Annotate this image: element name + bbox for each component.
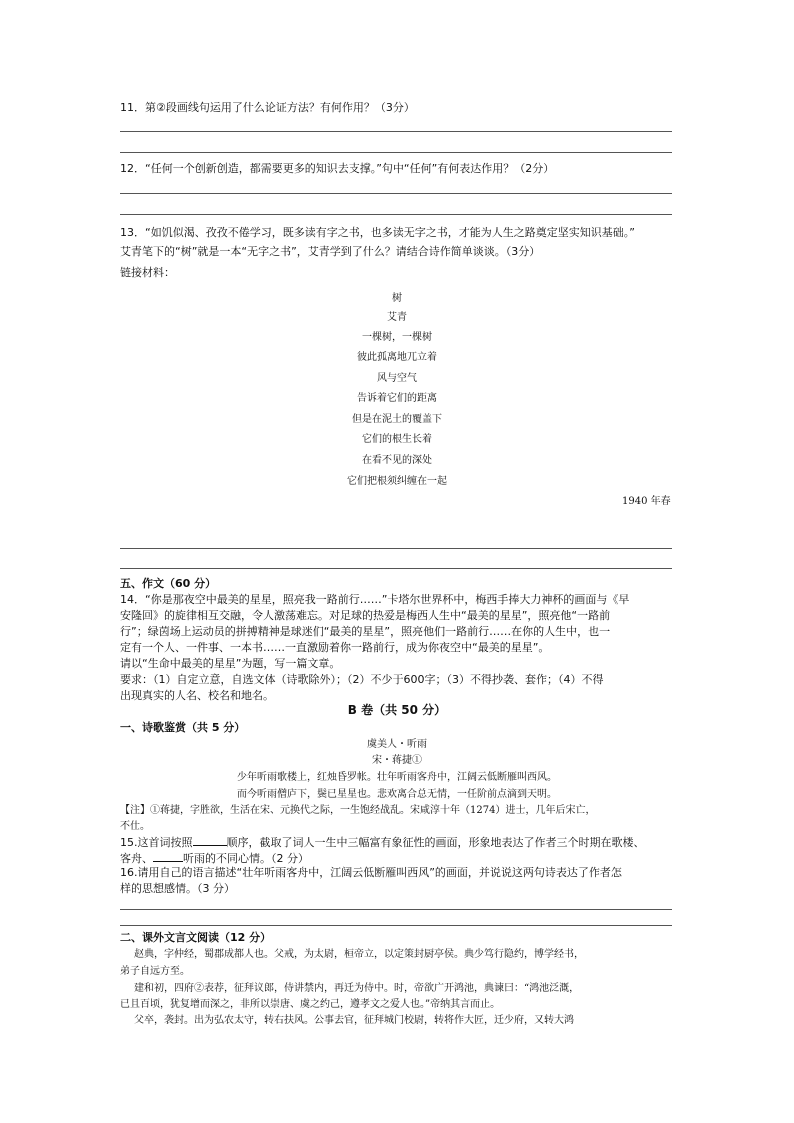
essay-prompt-line: 行”；绿茵场上运动员的拼搏精神是球迷们“最美的星星”，照亮他们一路前行……在你的人生中，也一 xyxy=(120,625,611,638)
classical-text-line: 赵典，字仲经，蜀郡成都人也。父戒，为太尉，桓帝立，以定策封厨亭侯。典少笃行隐约，博学经书， xyxy=(134,949,584,960)
part-b-title: B 卷（共 50 分） xyxy=(347,703,447,717)
answer-line xyxy=(120,568,672,569)
poetry-section-heading: 一、诗歌鉴赏（共 5 分） xyxy=(120,721,246,734)
question-11: 11．第②段画线句运用了什么论证方法？有何作用？（3分） xyxy=(120,101,415,114)
answer-line xyxy=(120,909,672,910)
ci-line: 少年听雨歌楼上，红烛昏罗帐。壮年听雨客舟中，江阔云低断雁叫西风。 xyxy=(237,772,557,783)
answer-line xyxy=(120,548,672,549)
fill-blank[interactable] xyxy=(193,835,227,846)
ci-note-line: 不仕。 xyxy=(120,821,150,832)
poem-line: 彼此孤离地兀立着 xyxy=(357,352,437,363)
essay-prompt-line: 请以“生命中最美的星星”为题，写一篇文章。 xyxy=(120,657,341,670)
answer-line xyxy=(120,214,672,215)
ci-author: 宋・蒋捷① xyxy=(372,755,422,766)
question-16-line1: 16.请用自己的语言描述“壮年听雨客舟中，江阔云低断雁叫西风”的画面，并说说这两句诗表达了作者怎 xyxy=(120,866,622,879)
essay-requirement-line: 要求：（1）自定立意，自选文体（诗歌除外）；（2）不少于600字；（3）不得抄袭、套作；（4）不得 xyxy=(120,673,604,686)
poem-line: 风与空气 xyxy=(377,373,417,384)
material-label: 链接材料： xyxy=(120,266,175,279)
classical-text-line: 父卒，袭封。出为弘农太守，转右扶风。公事去官，征拜城门校尉，转将作大匠，迁少府，又转大鸿 xyxy=(134,1015,574,1026)
poem-line: 一棵树，一棵树 xyxy=(362,332,432,343)
ci-title: 虞美人・听雨 xyxy=(367,739,427,750)
question-13-line1: 13．“如饥似渴、孜孜不倦学习，既多读有字之书，也多读无字之书，才能为人生之路奠定坚实知识基础。” xyxy=(120,226,635,239)
poem-line: 告诉着它们的距离 xyxy=(357,393,437,404)
essay-prompt-line: 14．“你是那夜空中最美的星星，照亮我一路前行……”卡塔尔世界杯中，梅西手捧大力神杯的画面与《早 xyxy=(120,593,630,606)
poem-author: 艾青 xyxy=(387,312,407,323)
ci-note-line: 【注】①蒋捷，字胜欲，生活在宋、元换代之际，一生饱经战乱。宋咸淳十年（1274）进士，几年后宋亡， xyxy=(120,805,596,816)
answer-line xyxy=(120,925,672,926)
question-15-line1: 15.这首词按照 顺序，截取了词人一生中三幅富有象征性的画面，形象地表达了作者三个时期在歌楼、 xyxy=(120,836,645,849)
ci-line: 而今听雨僧庐下，鬓已星星也。悲欢离合总无情，一任阶前点滴到天明。 xyxy=(237,789,557,800)
question-15-line2: 客舟、 听雨的不同心情。（2 分） xyxy=(120,852,309,865)
answer-line xyxy=(120,193,672,194)
classical-text-line: 弟子自远方至。 xyxy=(120,966,190,977)
answer-line xyxy=(120,152,672,153)
poem-title: 树 xyxy=(392,293,402,304)
answer-line xyxy=(120,131,672,132)
poem-date: 1940 年春 xyxy=(622,496,671,507)
section5-heading: 五、作文（60 分） xyxy=(120,577,217,590)
poem-line: 但是在泥土的覆盖下 xyxy=(352,414,442,425)
poem-line: 在看不见的深处 xyxy=(362,455,432,466)
question-16-line2: 样的思想感情。（3 分） xyxy=(120,882,235,895)
essay-prompt-line: 定有一个人、一件事、一本书……一直激励着你一路前行，成为你夜空中“最美的星星”。 xyxy=(120,641,550,654)
question-13-line2: 艾青笔下的“树”就是一本“无字之书”，艾青学到了什么？请结合诗作简单谈谈。（3分） xyxy=(120,245,541,258)
fill-blank[interactable] xyxy=(153,851,183,862)
poem-line: 它们把根须纠缠在一起 xyxy=(347,476,447,487)
classical-text-line: 建和初，四府②表荐，征拜议郎，侍讲禁内，再迁为侍中。时，帝欲广开鸿池，典谏曰：“鸿池泛溉， xyxy=(134,983,580,994)
essay-requirement-line: 出现真实的人名、校名和地名。 xyxy=(120,689,274,702)
question-12: 12．“任何一个创新创造，都需要更多的知识去支撑。”句中“任何”有何表达作用？（2分） xyxy=(120,162,555,175)
poem-line: 它们的根生长着 xyxy=(362,434,432,445)
classical-section-heading: 二、课外文言文阅读（12 分） xyxy=(120,931,272,944)
classical-text-line: 已且百顷，犹复增而深之，非所以崇唐、虞之约己，遵孝文之爱人也。”帝纳其言而止。 xyxy=(120,999,501,1010)
essay-prompt-line: 安隆回》的旋律相互交融，令人激荡难忘。对足球的热爱是梅西人生中“最美的星星”，照亮他“一路前 xyxy=(120,609,611,622)
